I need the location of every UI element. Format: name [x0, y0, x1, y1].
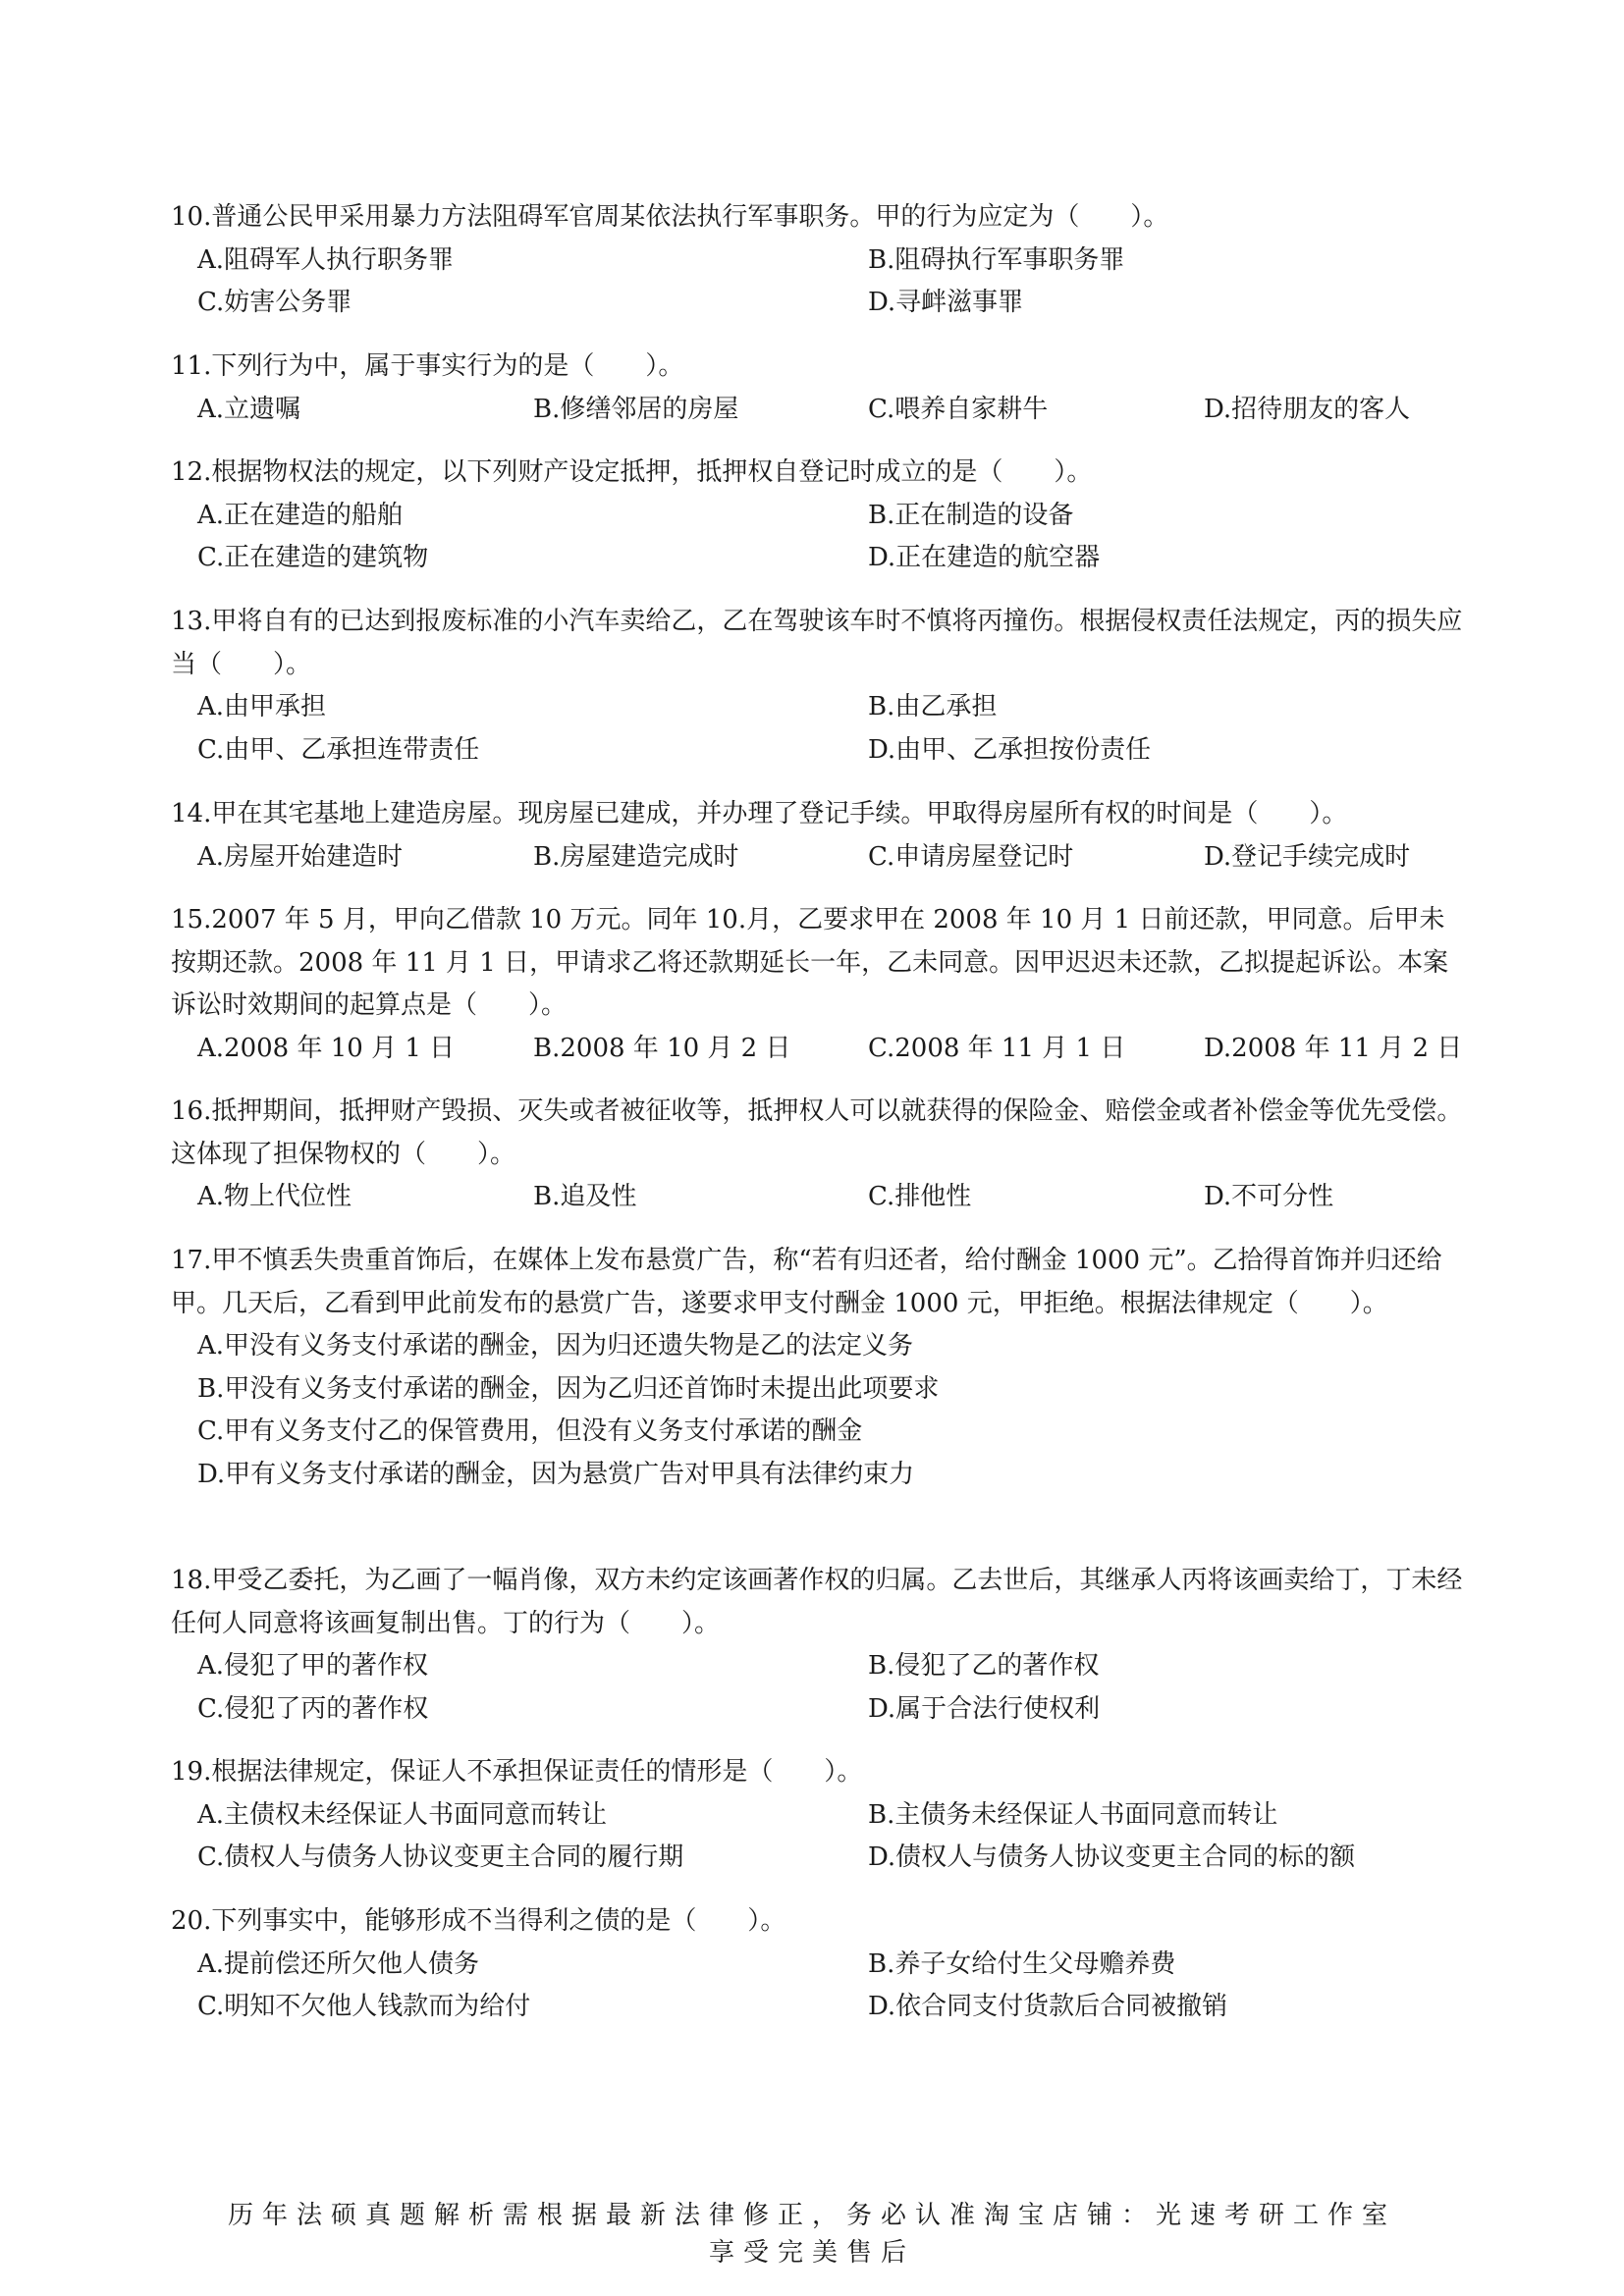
- option-b: B.侵犯了乙的著作权: [868, 1651, 1100, 1681]
- option-c: C.债权人与债务人协议变更主合同的履行期: [197, 1842, 684, 1872]
- question-16: [171, 1091, 1467, 1219]
- option-c: C.妨害公务罪: [197, 288, 352, 317]
- option-b: B.主债务未经保证人书面同意而转让: [868, 1799, 1278, 1830]
- question-stem: 12.根据物权法的规定，以下列财产设定抵押，抵押权自登记时成立的是（ ）。: [171, 457, 1093, 487]
- question-stem: 16.抵押期间，抵押财产毁损、灭失或者被征收等，抵押权人可以就获得的保险金、赔偿金或者补偿金等优先受偿。这体现了担保物权的（ ）。: [171, 1096, 1463, 1169]
- options-list: [171, 495, 1467, 580]
- question-12: [171, 452, 1467, 580]
- question-stem: 10.普通公民甲采用暴力方法阻碍军官周某依法执行军事职务。甲的行为应定为（ ）。: [171, 202, 1169, 232]
- option-a: A.主债权未经保证人书面同意而转让: [197, 1799, 608, 1830]
- option-d: D.甲有义务支付承诺的酬金，因为悬赏广告对甲具有法律约束力: [197, 1459, 915, 1489]
- option-a: A.由甲承担: [197, 692, 327, 721]
- question-13: [171, 601, 1467, 772]
- question-stem: 13.甲将自有的已达到报废标准的小汽车卖给乙，乙在驾驶该车时不慎将丙撞伤。根据侵权责任法规定，丙的损失应当（ ）。: [171, 607, 1463, 679]
- option-a: A.物上代位性: [197, 1182, 352, 1211]
- question-10: [171, 196, 1467, 325]
- option-c: C.侵犯了丙的著作权: [197, 1693, 429, 1724]
- option-a: A.立遗嘱: [197, 394, 301, 424]
- question-stem: 18.甲受乙委托，为乙画了一幅肖像，双方未约定该画著作权的归属。乙去世后，其继承人丙将该画卖给丁，丁未经任何人同意将该画复制出售。丁的行为（ ）。: [171, 1566, 1463, 1638]
- options-list: [171, 389, 1467, 432]
- option-a: A.甲没有义务支付承诺的酬金，因为归还遗失物是乙的法定义务: [197, 1331, 914, 1361]
- option-a: A.侵犯了甲的著作权: [197, 1651, 429, 1681]
- question-11: [171, 346, 1467, 431]
- question-stem: 19.根据法律规定，保证人不承担保证责任的情形是（ ）。: [171, 1757, 863, 1787]
- option-a: A.2008 年 10 月 1 日: [197, 1033, 456, 1063]
- option-a: A.阻碍军人执行职务罪: [197, 244, 455, 275]
- options-list: [171, 686, 1467, 772]
- options-list: [171, 1794, 1467, 1880]
- option-c: C.正在建造的建筑物: [197, 543, 429, 572]
- option-d: D.债权人与债务人协议变更主合同的标的额: [868, 1842, 1356, 1872]
- option-d: D.2008 年 11 月 2 日: [1204, 1033, 1463, 1063]
- option-b: B.甲没有义务支付承诺的酬金，因为乙归还首饰时未提出此项要求: [197, 1373, 940, 1404]
- option-c: C.排他性: [868, 1182, 972, 1211]
- option-b: B.追及性: [533, 1182, 637, 1211]
- options-list: [171, 240, 1467, 325]
- question-18: [171, 1560, 1467, 1731]
- option-d: D.由甲、乙承担按份责任: [868, 734, 1152, 765]
- options-list: [171, 1176, 1467, 1219]
- option-a: A.房屋开始建造时: [197, 841, 404, 872]
- option-d: D.属于合法行使权利: [868, 1693, 1101, 1724]
- footer-subline: 享受完美售后: [708, 2238, 915, 2268]
- option-d: D.招待朋友的客人: [1204, 394, 1411, 424]
- option-b: B.房屋建造完成时: [533, 841, 739, 872]
- option-c: C.2008 年 11 月 1 日: [868, 1033, 1126, 1063]
- question-20: [171, 1900, 1467, 2029]
- question-14: [171, 793, 1467, 879]
- options-list: [171, 1028, 1467, 1071]
- question-stem: 17.甲不慎丢失贵重首饰后，在媒体上发布悬赏广告，称“若有归还者，给付酬金 1000 元”。乙拾得首饰并归还给甲。几天后，乙看到甲此前发布的悬赏广告，遂要求甲支付酬金 1000 元，甲拒绝。根据法律规定（ ）。: [171, 1246, 1442, 1318]
- option-b: B.阻碍执行军事职务罪: [868, 244, 1125, 275]
- question-19: [171, 1751, 1467, 1880]
- option-a: A.提前偿还所欠他人债务: [197, 1949, 480, 1979]
- option-b: B.2008 年 10 月 2 日: [533, 1033, 791, 1063]
- option-d: D.不可分性: [1204, 1182, 1334, 1211]
- option-c: C.申请房屋登记时: [868, 841, 1074, 872]
- question-stem: 15.2007 年 5 月，甲向乙借款 10 万元。同年 10.月，乙要求甲在 2008 年 10 月 1 日前还款，甲同意。后甲未按期还款。2008 年 11 月 1 日，甲请求乙将还款期延长一年，乙未同意。因甲迟迟未还款，乙拟提起诉讼。本案诉讼时效期间的起算点是（ ）。: [171, 905, 1449, 1020]
- question-stem: 20.下列事实中，能够形成不当得利之债的是（ ）。: [171, 1906, 786, 1936]
- footer-notice: 历年法硕真题解析需根据最新法律修正，务必认准淘宝店铺：光速考研工作室: [227, 2201, 1396, 2230]
- options-list: [171, 1325, 1467, 1496]
- option-c: C.明知不欠他人钱款而为给付: [197, 1992, 531, 2021]
- options-list: [171, 836, 1467, 880]
- option-c: C.喂养自家耕牛: [868, 394, 1049, 424]
- option-b: B.由乙承担: [868, 692, 998, 721]
- option-d: D.寻衅滋事罪: [868, 288, 1024, 317]
- question-17: [171, 1240, 1467, 1496]
- option-d: D.正在建造的航空器: [868, 543, 1101, 572]
- option-b: B.修缮邻居的房屋: [533, 394, 739, 424]
- option-c: C.甲有义务支付乙的保管费用，但没有义务支付承诺的酬金: [197, 1416, 863, 1446]
- question-stem: 11.下列行为中，属于事实行为的是（ ）。: [171, 351, 684, 381]
- options-list: [171, 1944, 1467, 2029]
- option-d: D.依合同支付货款后合同被撤销: [868, 1992, 1228, 2021]
- option-b: B.养子女给付生父母赡养费: [868, 1949, 1176, 1979]
- question-stem: 14.甲在其宅基地上建造房屋。现房屋已建成，并办理了登记手续。甲取得房屋所有权的时间是（ ）。: [171, 799, 1348, 828]
- option-a: A.正在建造的船舶: [197, 500, 404, 530]
- option-d: D.登记手续完成时: [1204, 841, 1411, 872]
- option-c: C.由甲、乙承担连带责任: [197, 734, 480, 765]
- option-b: B.正在制造的设备: [868, 500, 1074, 530]
- question-15: [171, 899, 1467, 1070]
- options-list: [171, 1645, 1467, 1731]
